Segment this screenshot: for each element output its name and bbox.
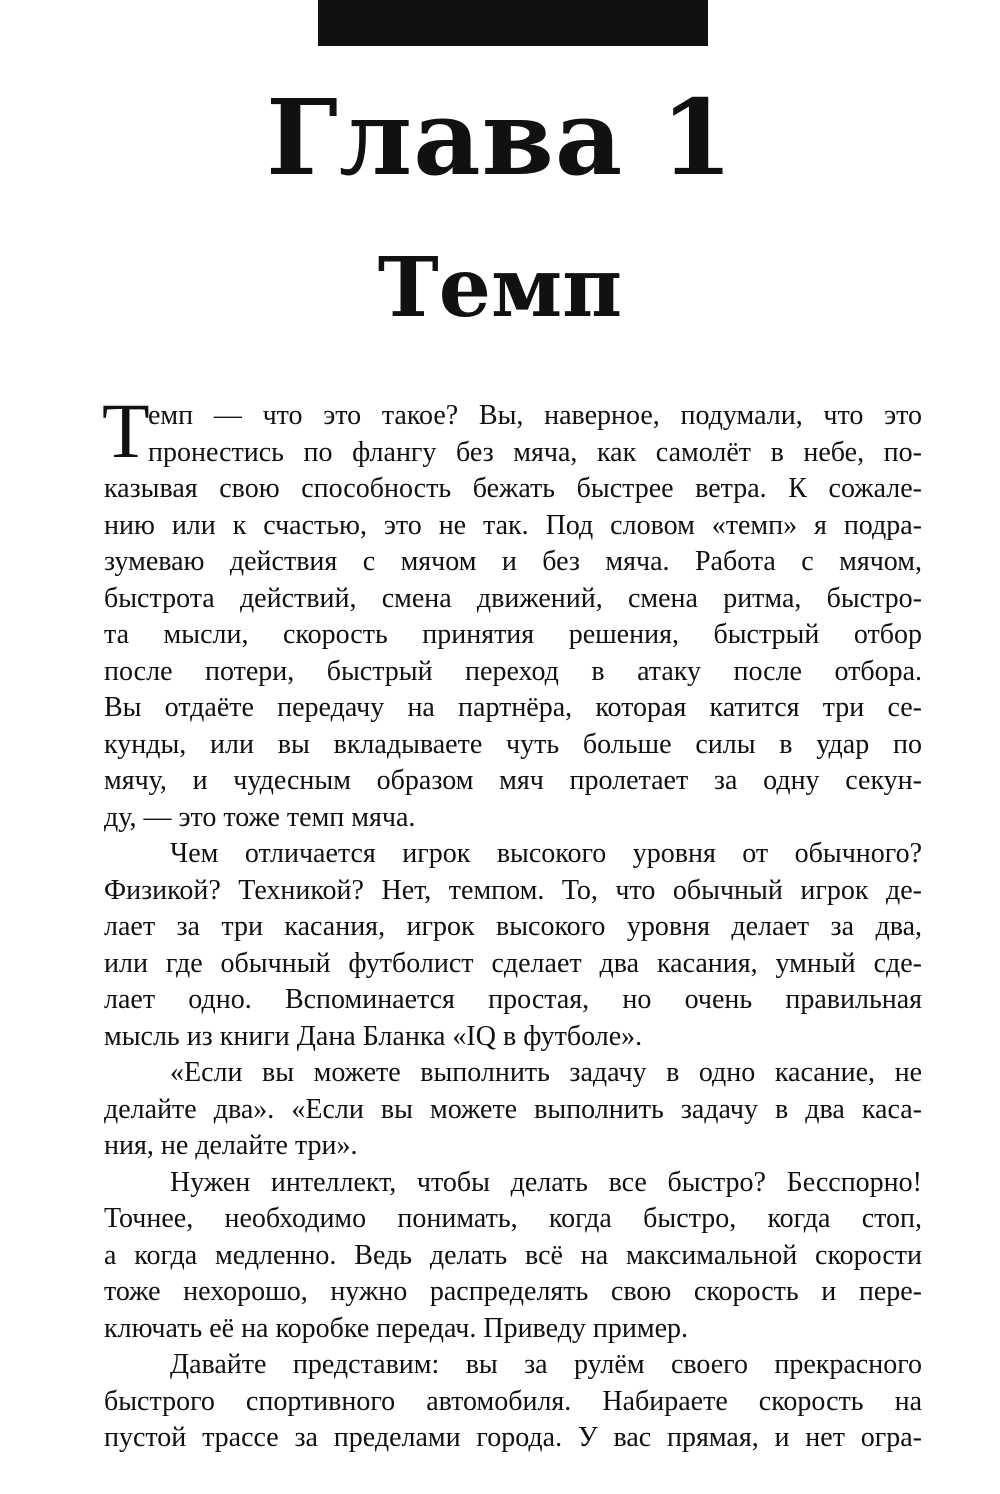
text-line: Давайте представим: вы за рулём своего прекрасного bbox=[170, 1349, 922, 1380]
text-line: ключать её на коробке передач. Приведу пример. bbox=[104, 1312, 689, 1344]
text-line: делайте два». «Если вы можете выполнить задачу в два каса- bbox=[104, 1093, 922, 1125]
chapter-title: Темп bbox=[377, 240, 623, 336]
chapter-number: Глава 1 bbox=[266, 76, 734, 199]
text-line: нию или к счастью, это не так. Под словом «темп» я подра- bbox=[104, 509, 922, 541]
text-line: Точнее, необходимо понимать, когда быстро, когда стоп, bbox=[104, 1203, 922, 1234]
text-line: пронестись по флангу без мяча, как самолёт в небе, по- bbox=[148, 436, 922, 468]
text-line: мысль из книги Дана Бланка «IQ в футболе». bbox=[104, 1020, 643, 1052]
text-line-content: емп — что это такое? Вы, наверное, подумали, что это bbox=[148, 400, 922, 431]
text-line: лает за три касания, игрок высокого уровня делает за два, bbox=[104, 911, 922, 942]
text-line: пустой трассе за пределами города. У вас прямая, и нет огра- bbox=[104, 1422, 922, 1453]
text-line: быстрота действий, смена движений, смена ритма, быстро- bbox=[104, 582, 922, 614]
text-line: Нужен интеллект, чтобы делать все быстро? Бесспорно! bbox=[170, 1166, 922, 1198]
text-line: быстрого спортивного автомобиля. Набираете скорость на bbox=[104, 1385, 922, 1417]
text-line: лает одно. Вспоминается простая, но очень правильная bbox=[104, 984, 922, 1015]
text-line: Физикой? Техникой? Нет, темпом. То, что обычный игрок де- bbox=[104, 874, 922, 906]
header-black-bar bbox=[318, 0, 708, 46]
text-line: кунды, или вы вкладываете чуть больше силы в удар по bbox=[104, 728, 922, 760]
drop-cap: Т bbox=[102, 387, 150, 474]
text-line: после потери, быстрый переход в атаку после отбора. bbox=[104, 655, 922, 687]
text-line: зумеваю действия с мячом и без мяча. Работа с мячом, bbox=[104, 546, 922, 577]
body-text bbox=[102, 387, 922, 1457]
text-line: та мысли, скорость принятия решения, быстрый отбор bbox=[104, 619, 922, 650]
text-line: ния, не делайте три». bbox=[104, 1130, 358, 1161]
text-line: или где обычный футболист сделает два касания, умный сде- bbox=[104, 947, 922, 979]
text-line: казывая свою способность бежать быстрее ветра. К сожале- bbox=[104, 473, 922, 504]
text-line: а когда медленно. Ведь делать всё на максимальной скорости bbox=[104, 1239, 922, 1271]
text-line: «Если вы можете выполнить задачу в одно касание, не bbox=[170, 1057, 922, 1088]
text-line: мячу, и чудесным образом мяч пролетает за одну секун- bbox=[104, 765, 922, 796]
text-line: тоже нехорошо, нужно распределять свою скорость и пере- bbox=[104, 1276, 922, 1307]
text-line: Чем отличается игрок высокого уровня от обычного? bbox=[170, 838, 922, 869]
text-line: Вы отдаёте передачу на партнёра, которая катится три се- bbox=[104, 692, 922, 723]
text-line: ду, — это тоже темп мяча. bbox=[104, 801, 416, 833]
